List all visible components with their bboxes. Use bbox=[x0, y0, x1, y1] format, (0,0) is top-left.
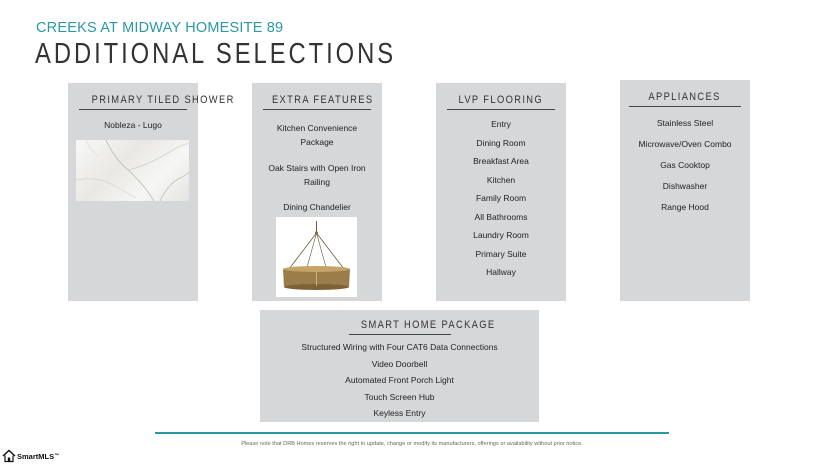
selection-item: Stainless Steel bbox=[656, 118, 714, 128]
selection-item: Microwave/Oven Combo bbox=[638, 139, 732, 149]
card-heading: SMART HOME PACKAGE bbox=[349, 319, 451, 335]
selection-item: Hallway bbox=[486, 267, 516, 277]
selection-item: Nobleza - Lugo bbox=[104, 120, 162, 130]
selection-item: Touch Screen Hub bbox=[364, 391, 435, 402]
selection-item: Range Hood bbox=[661, 202, 709, 212]
card-heading: APPLIANCES bbox=[629, 91, 741, 107]
selection-item: Primary Suite bbox=[475, 248, 527, 259]
chandelier-image bbox=[276, 217, 357, 297]
selection-item: Keyless Entry bbox=[373, 408, 426, 418]
selection-item: Gas Cooktop bbox=[660, 160, 710, 170]
selection-item: Video Doorbell bbox=[371, 358, 428, 369]
footer-disclaimer: Please note that DRB Homes reserves the right to update, change or modify its manufacturers, offerings or availability without prior notice. bbox=[241, 441, 583, 447]
card-heading: LVP FLOORING bbox=[447, 94, 555, 110]
page-title: ADDITIONAL SELECTIONS bbox=[35, 38, 397, 70]
selection-item: Family Room bbox=[475, 193, 527, 203]
selection-item: Dining Room bbox=[476, 137, 526, 148]
selection-item: Automated Front Porch Light bbox=[345, 375, 454, 385]
selection-item: Structured Wiring with Four CAT6 Data Connections bbox=[301, 342, 498, 352]
card-smart-home-package bbox=[260, 310, 539, 422]
smartmls-logo-text: SmartMLS bbox=[17, 451, 55, 461]
card-heading: EXTRA FEATURES bbox=[263, 94, 371, 110]
card-heading: PRIMARY TILED SHOWER bbox=[79, 94, 187, 110]
smartmls-house-icon bbox=[2, 449, 16, 463]
smartmls-logo bbox=[2, 448, 59, 464]
selection-item: Dining Chandelier bbox=[283, 202, 351, 212]
selection-item: Oak Stairs with Open Iron Railing bbox=[268, 163, 366, 187]
marble-tile-image bbox=[76, 140, 189, 201]
selection-item: Breakfast Area bbox=[473, 156, 529, 166]
card-primary-tiled-shower bbox=[68, 83, 235, 301]
selection-item: Kitchen Convenience Package bbox=[276, 123, 358, 147]
card-extra-features bbox=[252, 83, 382, 301]
footer-divider bbox=[155, 432, 669, 434]
selection-item: Entry bbox=[491, 119, 511, 129]
smartmls-trademark: ™ bbox=[54, 453, 60, 459]
homesite-subtitle: CREEKS AT MIDWAY HOMESITE 89 bbox=[36, 20, 284, 36]
card-appliances bbox=[620, 80, 750, 301]
selection-item: All Bathrooms bbox=[474, 211, 528, 222]
selection-item: Kitchen bbox=[486, 174, 516, 185]
selection-item: Laundry Room bbox=[473, 230, 529, 240]
card-lvp-flooring bbox=[436, 83, 566, 301]
selection-item: Dishwasher bbox=[662, 181, 708, 191]
